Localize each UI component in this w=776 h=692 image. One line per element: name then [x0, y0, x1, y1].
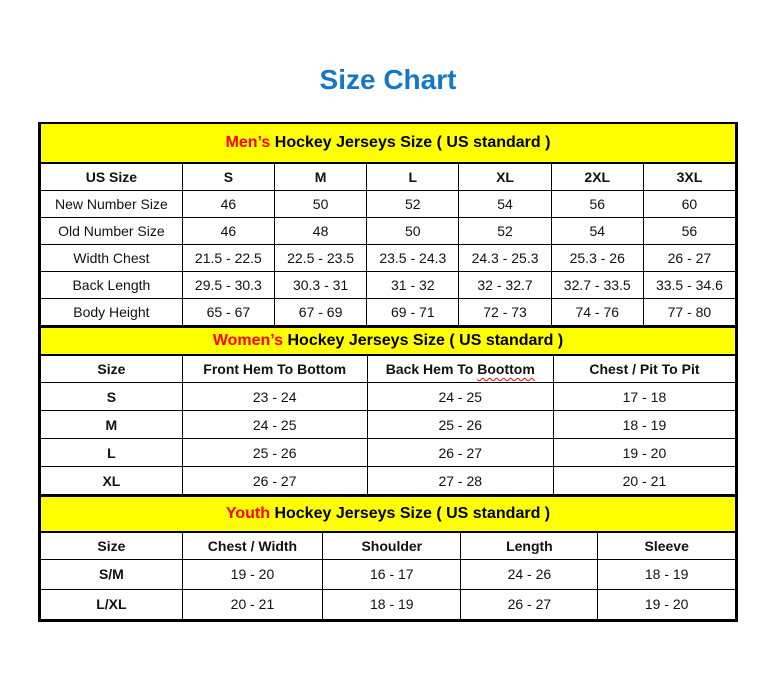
mens-column-header-row: [41, 163, 736, 190]
cell: 25 - 26: [367, 411, 553, 439]
mens-size-table: [40, 124, 736, 326]
cell: 26 - 27: [182, 467, 367, 495]
cell: 18 - 19: [598, 559, 736, 589]
cell: 29.5 - 30.3: [182, 271, 274, 298]
cell: 21.5 - 22.5: [182, 244, 274, 271]
misspelled-word: Boottom: [477, 360, 535, 377]
cell: 69 - 71: [367, 298, 459, 325]
youth-section-title-highlight: Youth: [225, 505, 270, 522]
womens-section-header: [41, 327, 736, 355]
mens-section-header: [41, 124, 736, 163]
cell: 50: [274, 190, 366, 217]
cell: 32 - 32.7: [459, 271, 551, 298]
mens-column-header: L: [367, 163, 459, 190]
row-label: Old Number Size: [41, 217, 183, 244]
youth-section-header: [41, 496, 736, 532]
cell: 24 - 25: [182, 411, 367, 439]
size-label: S/M: [41, 559, 183, 589]
cell: 19 - 20: [182, 559, 322, 589]
youth-section-title: [41, 496, 736, 532]
size-chart-tables: [38, 122, 738, 622]
table-row: [41, 190, 736, 217]
youth-column-header: Size: [41, 532, 183, 559]
cell: 52: [367, 190, 459, 217]
mens-column-header: 3XL: [643, 163, 735, 190]
mens-column-header: XL: [459, 163, 551, 190]
cell: 46: [182, 217, 274, 244]
page-title: Size Chart: [319, 64, 457, 95]
table-row: [41, 271, 736, 298]
cell: 23 - 24: [182, 383, 367, 411]
youth-column-header: Sleeve: [598, 532, 736, 559]
cell: 33.5 - 34.6: [643, 271, 735, 298]
cell: 48: [274, 217, 366, 244]
youth-size-table: [40, 495, 736, 620]
cell: 24 - 25: [367, 383, 553, 411]
womens-column-header-prefix: Back Hem To: [385, 360, 478, 377]
womens-section-title: [41, 327, 736, 355]
table-row: [41, 559, 736, 589]
mens-section-title-rest: Hockey Jerseys Size ( US standard ): [270, 134, 551, 151]
womens-size-table: [40, 326, 736, 496]
table-row: [41, 439, 736, 467]
cell: 24.3 - 25.3: [459, 244, 551, 271]
cell: 56: [643, 217, 735, 244]
cell: 18 - 19: [323, 589, 461, 619]
cell: 77 - 80: [643, 298, 735, 325]
cell: 72 - 73: [459, 298, 551, 325]
row-label: Body Height: [41, 298, 183, 325]
cell: 26 - 27: [643, 244, 735, 271]
cell: 23.5 - 24.3: [367, 244, 459, 271]
mens-section-title: [41, 124, 736, 163]
cell: 20 - 21: [553, 467, 735, 495]
cell: 18 - 19: [553, 411, 735, 439]
youth-column-header: Chest / Width: [182, 532, 322, 559]
womens-section-title-highlight: Women’s: [212, 331, 284, 349]
cell: 50: [367, 217, 459, 244]
cell: 65 - 67: [182, 298, 274, 325]
row-label: Width Chest: [41, 244, 183, 271]
cell: 25 - 26: [182, 439, 367, 467]
cell: 19 - 20: [553, 439, 735, 467]
mens-column-header: M: [274, 163, 366, 190]
cell: 46: [182, 190, 274, 217]
cell: 24 - 26: [461, 559, 598, 589]
cell: 31 - 32: [367, 271, 459, 298]
mens-section-title-highlight: Men’s: [225, 134, 271, 151]
cell: 22.5 - 23.5: [274, 244, 366, 271]
table-row: [41, 589, 736, 619]
table-row: [41, 411, 736, 439]
cell: 52: [459, 217, 551, 244]
cell: 74 - 76: [551, 298, 643, 325]
cell: 26 - 27: [461, 589, 598, 619]
cell: 27 - 28: [367, 467, 553, 495]
table-row: [41, 467, 736, 495]
table-row: [41, 383, 736, 411]
youth-section-title-rest: Hockey Jerseys Size ( US standard ): [270, 505, 551, 522]
size-label: S: [41, 383, 183, 411]
size-label: M: [41, 411, 183, 439]
womens-column-header: Chest / Pit To Pit: [553, 355, 735, 383]
womens-column-header: Size: [41, 355, 183, 383]
womens-column-header-row: [41, 355, 736, 383]
mens-column-header: US Size: [41, 163, 183, 190]
cell: 67 - 69: [274, 298, 366, 325]
cell: 19 - 20: [598, 589, 736, 619]
cell: 54: [551, 217, 643, 244]
womens-column-header: Front Hem To Bottom: [182, 355, 367, 383]
youth-column-header: Length: [461, 532, 598, 559]
womens-section-title-rest: Hockey Jerseys Size ( US standard ): [283, 331, 564, 349]
cell: 56: [551, 190, 643, 217]
cell: 60: [643, 190, 735, 217]
table-row: [41, 298, 736, 325]
mens-column-header: S: [182, 163, 274, 190]
cell: 17 - 18: [553, 383, 735, 411]
table-row: [41, 217, 736, 244]
table-row: [41, 244, 736, 271]
size-label: L: [41, 439, 183, 467]
youth-column-header: Shoulder: [323, 532, 461, 559]
mens-column-header: 2XL: [551, 163, 643, 190]
cell: 32.7 - 33.5: [551, 271, 643, 298]
youth-column-header-row: [41, 532, 736, 559]
womens-column-header: [367, 355, 553, 383]
cell: 25.3 - 26: [551, 244, 643, 271]
row-label: Back Length: [41, 271, 183, 298]
cell: 26 - 27: [367, 439, 553, 467]
cell: 30.3 - 31: [274, 271, 366, 298]
size-label: L/XL: [41, 589, 183, 619]
cell: 16 - 17: [323, 559, 461, 589]
cell: 20 - 21: [182, 589, 322, 619]
cell: 54: [459, 190, 551, 217]
size-label: XL: [41, 467, 183, 495]
row-label: New Number Size: [41, 190, 183, 217]
